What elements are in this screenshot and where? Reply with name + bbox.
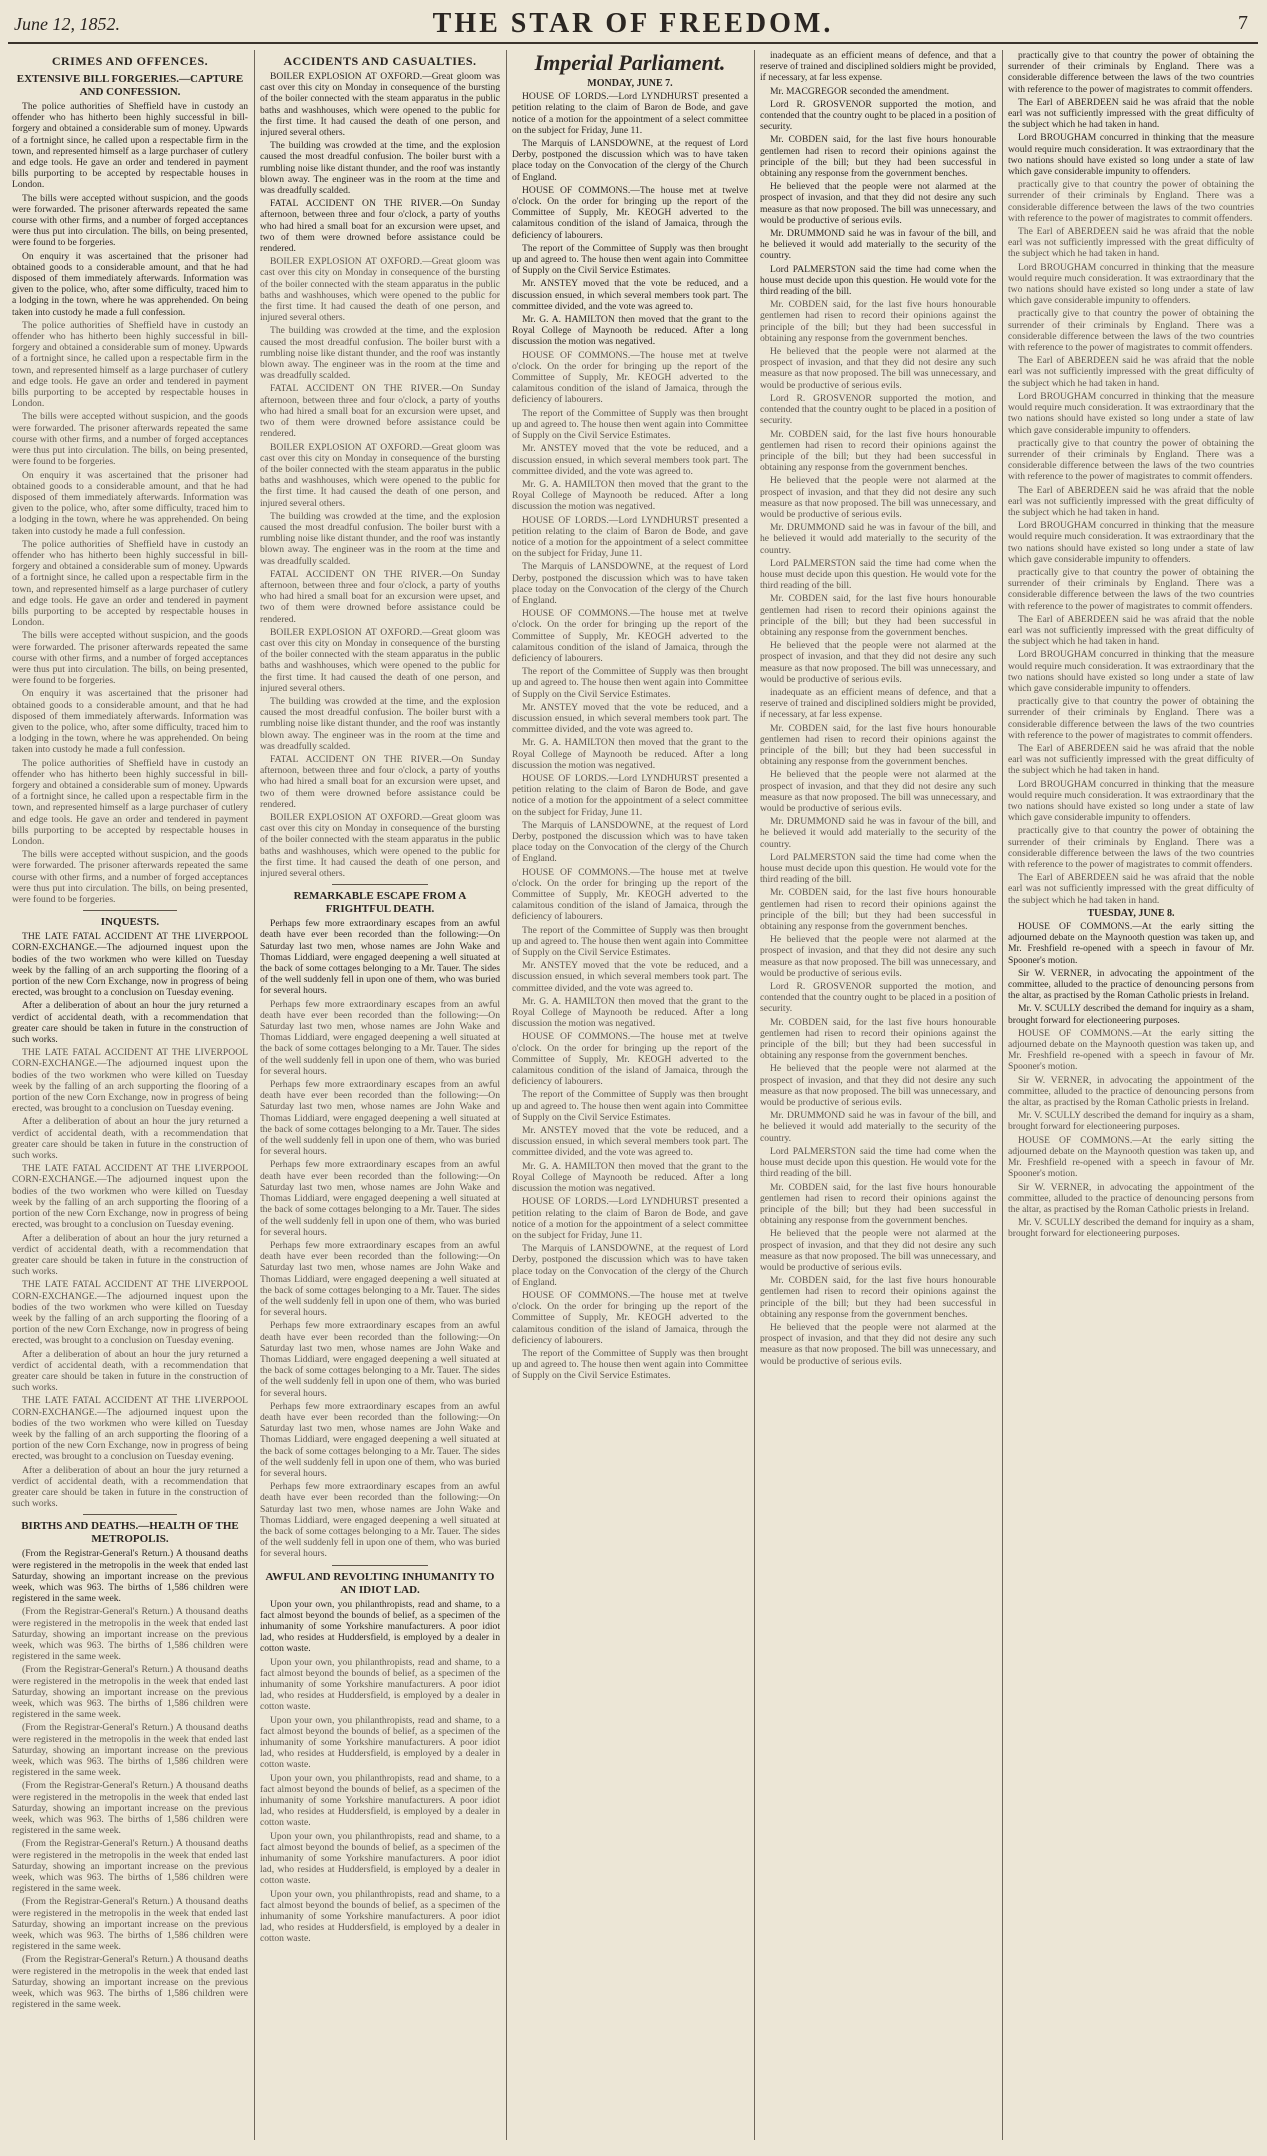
article-paragraph: Lord PALMERSTON said the time had come when the house must decide upon this question. He would vote for the third reading of the bill. (760, 557, 996, 592)
article-paragraph: Upon your own, you philanthropists, read and shame, to a fact almost beyond the bounds of belief, as a specimen of the inhumanity of some Yorkshire manufacturers. A poor idiot lad, who resides at Huddersfield, is employed by a dealer in cotton waste. (260, 1714, 500, 1771)
article-paragraph: After a deliberation of about an hour the jury returned a verdict of accidental death, with a recommendation that greater care should be taken in future in the construction of such works. (12, 1116, 248, 1162)
article-paragraph: The Earl of ABERDEEN said he was afraid that the noble earl was not sufficiently impressed with the great difficulty of the subject which he had taken in hand. (1008, 226, 1254, 260)
article-paragraph: Mr. ANSTEY moved that the vote be reduced, and a discussion ensued, in which several members took part. The committee divided, and the vote was agreed to. (512, 443, 748, 477)
article-paragraph: BOILER EXPLOSION AT OXFORD.—Great gloom was cast over this city on Monday in consequence of the bursting of the boiler connected with the steam apparatus in the public baths and washhouses, which were opened to the public for the first time. It had caused the death of one person, and injured several others. (260, 441, 500, 509)
article-paragraph: FATAL ACCIDENT ON THE RIVER.—On Sunday afternoon, between three and four o'clock, a party of youths who had hired a small boat for an excursion were upset, and two of them were drowned before assistance could be rendered. (260, 198, 500, 255)
article-paragraph: Mr. ANSTEY moved that the vote be reduced, and a discussion ensued, in which several members took part. The committee divided, and the vote was agreed to. (512, 1125, 748, 1159)
article-paragraph: Mr. G. A. HAMILTON then moved that the grant to the Royal College of Maynooth be reduced. After a long discussion the motion was negatived. (512, 314, 748, 348)
article-paragraph: Upon your own, you philanthropists, read and shame, to a fact almost beyond the bounds of belief, as a specimen of the inhumanity of some Yorkshire manufacturers. A poor idiot lad, who resides at Huddersfield, is employed by a dealer in cotton waste. (260, 1598, 500, 1655)
article-paragraph: FATAL ACCIDENT ON THE RIVER.—On Sunday afternoon, between three and four o'clock, a party of youths who had hired a small boat for an excursion were upset, and two of them were drowned before assistance could be rendered. (260, 753, 500, 810)
article-paragraph: He believed that the people were not alarmed at the prospect of invasion, and that they did not desire any such measure as that now proposed. The bill was unnecessary, and would be productive of serious evils. (760, 769, 996, 814)
article-paragraph: Sir W. VERNER, in advocating the appointment of the committee, alluded to the practice of denouncing persons from the altar, as practised by the Roman Catholic priests in Ireland. (1008, 1181, 1254, 1215)
article-paragraph: The bills were accepted without suspicion, and the goods were forwarded. The prisoner afterwards repeated the same course with other firms, and a number of forged acceptances were thus put into circulation. The bills, on being presented, were found to be forgeries. (12, 630, 248, 687)
article-paragraph: Mr. G. A. HAMILTON then moved that the grant to the Royal College of Maynooth be reduced. After a long discussion the motion was negatived. (512, 1160, 748, 1195)
article-paragraph: Lord PALMERSTON said the time had come when the house must decide upon this question. He would vote for the third reading of the bill. (760, 1145, 996, 1180)
article-paragraph: HOUSE OF LORDS.—Lord LYNDHURST presented a petition relating to the claim of Baron de Bode, and gave notice of a motion for the appointment of a select committee on the subject for Friday, June 11. (512, 772, 748, 818)
column-3 (512, 50, 748, 2140)
article-paragraph: Perhaps few more extraordinary escapes from an awful death have ever been recorded than the following:—On Saturday last two men, whose names are John Wake and Thomas Liddiard, were engaged deepening a well situated at the back of some cottages belonging to a Mr. Tauer. The sides of the well suddenly fell in upon one of them, who was buried for several hours. (260, 1239, 500, 1319)
article-paragraph: He believed that the people were not alarmed at the prospect of invasion, and that they did not desire any such measure as that now proposed. The bill was unnecessary, and would be productive of serious evils. (760, 346, 996, 391)
dateline: MONDAY, JUNE 7. (587, 78, 673, 89)
column-5 (1008, 50, 1254, 2140)
article-paragraph: He believed that the people were not alarmed at the prospect of invasion, and that they did not desire any such measure as that now proposed. The bill was unnecessary, and would be productive of serious evils. (760, 1321, 996, 1367)
article-paragraph: Mr. ANSTEY moved that the vote be reduced, and a discussion ensued, in which several members took part. The committee divided, and the vote was agreed to. (512, 960, 748, 994)
article-paragraph: practically give to that country the power of obtaining the surrender of their criminals by England. There was a considerable difference between the laws of the two countries with reference to the power of magistrates to commit offenders. (1008, 308, 1254, 354)
column-rule (254, 50, 255, 2140)
article-paragraph: After a deliberation of about an hour the jury returned a verdict of accidental death, with a recommendation that greater care should be taken in future in the construction of such works. (12, 1348, 248, 1394)
article-paragraph: BOILER EXPLOSION AT OXFORD.—Great gloom was cast over this city on Monday in consequence of the bursting of the boiler connected with the steam apparatus in the public baths and washhouses, which were opened to the public for the first time. It had caused the death of one person, and injured several others. (260, 626, 500, 694)
article-paragraph: (From the Registrar-General's Return.) A thousand deaths were registered in the metropolis in the week that ended last Saturday, showing an important increase on the previous week, which was 963. The births of 1,586 children were registered in the same week. (12, 1780, 248, 1837)
newspaper-title: THE STAR OF FREEDOM. (432, 8, 834, 39)
article-paragraph: BOILER EXPLOSION AT OXFORD.—Great gloom was cast over this city on Monday in consequence of the bursting of the boiler connected with the steam apparatus in the public baths and washhouses, which were opened to the public for the first time. It had caused the death of one person, and injured several others. (260, 256, 500, 324)
article-paragraph: Mr. DRUMMOND said he was in favour of the bill, and he believed it would add materially to the security of the country. (760, 522, 996, 556)
article-paragraph: The bills were accepted without suspicion, and the goods were forwarded. The prisoner afterwards repeated the same course with other firms, and a number of forged acceptances were thus put into circulation. The bills, on being presented, were found to be forgeries. (12, 849, 248, 906)
section-heading-crimes: CRIMES AND OFFENCES. (51, 54, 209, 68)
section-heading-parliament: Imperial Parliament. (534, 50, 726, 75)
article-paragraph: The police authorities of Sheffield have in custody an offender who has hitherto been highly successful in bill-forgery and obtained a considerable sum of money. Upwards of a fortnight since, he called upon a respectable firm in the town, and represented himself as a large purchaser of cutlery and edge tools. He gave an order and tendered in payment bills purporting to be accepted by respectable houses in London. (12, 319, 248, 410)
column-1 (12, 50, 248, 2140)
article-paragraph: The bills were accepted without suspicion, and the goods were forwarded. The prisoner afterwards repeated the same course with other firms, and a number of forged acceptances were thus put into circulation. The bills, on being presented, were found to be forgeries. (12, 411, 248, 468)
article-paragraph: The report of the Committee of Supply was then brought up and agreed to. The house then went again into Committee of Supply on the Civil Service Estimates. (512, 242, 748, 277)
article-paragraph: HOUSE OF LORDS.—Lord LYNDHURST presented a petition relating to the claim of Baron de Bode, and gave notice of a motion for the appointment of a select committee on the subject for Friday, June 11. (512, 514, 748, 560)
article-paragraph: The building was crowded at the time, and the explosion caused the most dreadful confusion. The boiler burst with a rumbling noise like distant thunder, and the roof was instantly blown away. The engineer was in the room at the time and was dreadfully scalded. (260, 325, 500, 382)
article-paragraph: The Marquis of LANSDOWNE, at the request of Lord Derby, postponed the discussion which was to have taken place today on the Convocation of the clergy of the Church of England. (512, 1243, 748, 1288)
article-paragraph: He believed that the people were not alarmed at the prospect of invasion, and that they did not desire any such measure as that now proposed. The bill was unnecessary, and would be productive of serious evils. (760, 1063, 996, 1109)
article-paragraph: Lord BROUGHAM concurred in thinking that the measure would require much consideration. It was extraordinary that the two nations should have existed so long under a state of law which gave considerable impunity to offenders. (1008, 778, 1254, 824)
article-paragraph: Mr. COBDEN said, for the last five hours honourable gentlemen had risen to record their opinions against the principle of the bill; but they had been successful in obtaining any response from the government benches. (760, 134, 996, 180)
article-paragraph: Perhaps few more extraordinary escapes from an awful death have ever been recorded than the following:—On Saturday last two men, whose names are John Wake and Thomas Liddiard, were engaged deepening a well situated at the back of some cottages belonging to a Mr. Tauer. The sides of the well suddenly fell in upon one of them, who was buried for several hours. (260, 918, 500, 997)
article-paragraph: The Marquis of LANSDOWNE, at the request of Lord Derby, postponed the discussion which was to have taken place today on the Convocation of the clergy of the Church of England. (512, 138, 748, 183)
article-paragraph: (From the Registrar-General's Return.) A thousand deaths were registered in the metropolis in the week that ended last Saturday, showing an important increase on the previous week, which was 963. The births of 1,586 children were registered in the same week. (12, 1954, 248, 2011)
article-paragraph: BOILER EXPLOSION AT OXFORD.—Great gloom was cast over this city on Monday in consequence of the bursting of the boiler connected with the steam apparatus in the public baths and washhouses, which were opened to the public for the first time. It had caused the death of one person, and injured several others. (260, 812, 500, 880)
article-paragraph: He believed that the people were not alarmed at the prospect of invasion, and that they did not desire any such measure as that now proposed. The bill was unnecessary, and would be productive of serious evils. (760, 475, 996, 520)
article-paragraph: Perhaps few more extraordinary escapes from an awful death have ever been recorded than the following:—On Saturday last two men, whose names are John Wake and Thomas Liddiard, were engaged deepening a well situated at the back of some cottages belonging to a Mr. Tauer. The sides of the well suddenly fell in upon one of them, who was buried for several hours. (260, 1320, 500, 1399)
article-heading-inhumanity: AWFUL AND REVOLTING INHUMANITY TO AN IDIOT LAD. (265, 1570, 495, 1596)
article-paragraph: Upon your own, you philanthropists, read and shame, to a fact almost beyond the bounds of belief, as a specimen of the inhumanity of some Yorkshire manufacturers. A poor idiot lad, who resides at Huddersfield, is employed by a dealer in cotton waste. (260, 1656, 500, 1713)
section-heading-accidents: ACCIDENTS AND CASUALTIES. (283, 54, 477, 68)
article-paragraph: Perhaps few more extraordinary escapes from an awful death have ever been recorded than the following:—On Saturday last two men, whose names are John Wake and Thomas Liddiard, were engaged deepening a well situated at the back of some cottages belonging to a Mr. Tauer. The sides of the well suddenly fell in upon one of them, who was buried for several hours. (260, 1481, 500, 1560)
article-paragraph: Lord BROUGHAM concurred in thinking that the measure would require much consideration. It was extraordinary that the two nations should have existed so long under a state of law which gave considerable impunity to offenders. (1008, 390, 1254, 436)
article-paragraph: THE LATE FATAL ACCIDENT AT THE LIVERPOOL CORN-EXCHANGE.—The adjourned inquest upon the bodies of the two workmen who were killed on Tuesday week by the falling of an arch supporting the flooring of a portion of the new Corn Exchange, now in progress of being erected, was brought to a conclusion on Tuesday evening. (12, 1047, 248, 1115)
article-paragraph: He believed that the people were not alarmed at the prospect of invasion, and that they did not desire any such measure as that now proposed. The bill was unnecessary, and would be productive of serious evils. (760, 640, 996, 685)
article-paragraph: Mr. COBDEN said, for the last five hours honourable gentlemen had risen to record their opinions against the principle of the bill; but they had been successful in obtaining any response from the government benches. (760, 887, 996, 933)
article-paragraph: Lord R. GROSVENOR supported the motion, and contended that the country ought to be placed in a position of security. (760, 981, 996, 1015)
article-paragraph: Lord R. GROSVENOR supported the motion, and contended that the country ought to be placed in a position of security. (760, 392, 996, 427)
article-paragraph: Mr. DRUMMOND said he was in favour of the bill, and he believed it would add materially to the security of the country. (760, 228, 996, 262)
article-paragraph: THE LATE FATAL ACCIDENT AT THE LIVERPOOL CORN-EXCHANGE.—The adjourned inquest upon the bodies of the two workmen who were killed on Tuesday week by the falling of an arch supporting the flooring of a portion of the new Corn Exchange, now in progress of being erected, was brought to a conclusion on Tuesday evening. (12, 931, 248, 999)
article-paragraph: On enquiry it was ascertained that the prisoner had obtained goods to a considerable amount, and that he had disposed of them immediately afterwards. Information was given to the police, who, after some difficulty, traced him to a lodging in the town, where he was apprehended. On being taken into custody he made a full confession. (12, 250, 248, 318)
article-paragraph: (From the Registrar-General's Return.) A thousand deaths were registered in the metropolis in the week that ended last Saturday, showing an important increase on the previous week, which was 963. The births of 1,586 children were registered in the same week. (12, 1606, 248, 1663)
article-paragraph: Lord BROUGHAM concurred in thinking that the measure would require much consideration. It was extraordinary that the two nations should have existed so long under a state of law which gave considerable impunity to offenders. (1008, 132, 1254, 178)
article-paragraph: The report of the Committee of Supply was then brought up and agreed to. The house then went again into Committee of Supply on the Civil Service Estimates. (512, 666, 748, 700)
article-paragraph: He believed that the people were not alarmed at the prospect of invasion, and that they did not desire any such measure as that now proposed. The bill was unnecessary, and would be productive of serious evils. (760, 181, 996, 226)
article-paragraph: Sir W. VERNER, in advocating the appointment of the committee, alluded to the practice of denouncing persons from the altar, as practised by the Roman Catholic priests in Ireland. (1008, 1074, 1254, 1109)
article-paragraph: The Marquis of LANSDOWNE, at the request of Lord Derby, postponed the discussion which was to have taken place today on the Convocation of the clergy of the Church of England. (512, 561, 748, 606)
article-paragraph: Upon your own, you philanthropists, read and shame, to a fact almost beyond the bounds of belief, as a specimen of the inhumanity of some Yorkshire manufacturers. A poor idiot lad, who resides at Huddersfield, is employed by a dealer in cotton waste. (260, 1830, 500, 1887)
article-paragraph: The report of the Committee of Supply was then brought up and agreed to. The house then went again into Committee of Supply on the Civil Service Estimates. (512, 924, 748, 959)
article-paragraph: BOILER EXPLOSION AT OXFORD.—Great gloom was cast over this city on Monday in consequence of the bursting of the boiler connected with the steam apparatus in the public baths and washhouses, which were opened to the public for the first time. It had caused the death of one person, and injured several others. (260, 71, 500, 139)
article-paragraph: practically give to that country the power of obtaining the surrender of their criminals by England. There was a considerable difference between the laws of the two countries with reference to the power of magistrates to commit offenders. (1008, 50, 1254, 95)
article-paragraph: Mr. G. A. HAMILTON then moved that the grant to the Royal College of Maynooth be reduced. After a long discussion the motion was negatived. (512, 737, 748, 771)
article-paragraph: Mr. COBDEN said, for the last five hours honourable gentlemen had risen to record their opinions against the principle of the bill; but they had been successful in obtaining any response from the government benches. (760, 1275, 996, 1320)
article-paragraph: Perhaps few more extraordinary escapes from an awful death have ever been recorded than the following:—On Saturday last two men, whose names are John Wake and Thomas Liddiard, were engaged deepening a well situated at the back of some cottages belonging to a Mr. Tauer. The sides of the well suddenly fell in upon one of them, who was buried for several hours. (260, 1400, 500, 1479)
article-paragraph: Mr. MACGREGOR seconded the amendment. (770, 85, 950, 97)
issue-date: June 12, 1852. (14, 14, 120, 34)
article-heading-births-deaths: BIRTHS AND DEATHS.—HEALTH OF THE METROPOLIS. (21, 1520, 239, 1546)
article-paragraph: Mr. DRUMMOND said he was in favour of the bill, and he believed it would add materially to the security of the country. (760, 816, 996, 850)
article-paragraph: inadequate as an efficient means of defence, and that a reserve of trained and disciplined soldiers might be provided, if necessary, at far less expense. (760, 686, 996, 721)
article-paragraph: The Marquis of LANSDOWNE, at the request of Lord Derby, postponed the discussion which was to have taken place today on the Convocation of the clergy of the Church of England. (512, 819, 748, 865)
column-rule (1002, 50, 1003, 2140)
article-paragraph: Mr. COBDEN said, for the last five hours honourable gentlemen had risen to record their opinions against the principle of the bill; but they had been successful in obtaining any response from the government benches. (760, 1181, 996, 1227)
article-paragraph: FATAL ACCIDENT ON THE RIVER.—On Sunday afternoon, between three and four o'clock, a party of youths who had hired a small boat for an excursion were upset, and two of them were drowned before assistance could be rendered. (260, 383, 500, 440)
article-paragraph: Mr. COBDEN said, for the last five hours honourable gentlemen had risen to record their opinions against the principle of the bill; but they had been successful in obtaining any response from the government benches. (760, 428, 996, 474)
article-paragraph: Mr. V. SCULLY described the demand for inquiry as a sham, brought forward for electioneering purposes. (1008, 1003, 1254, 1026)
article-paragraph: The building was crowded at the time, and the explosion caused the most dreadful confusion. The boiler burst with a rumbling noise like distant thunder, and the roof was instantly blown away. The engineer was in the room at the time and was dreadfully scalded. (260, 140, 500, 197)
article-paragraph: Perhaps few more extraordinary escapes from an awful death have ever been recorded than the following:—On Saturday last two men, whose names are John Wake and Thomas Liddiard, were engaged deepening a well situated at the back of some cottages belonging to a Mr. Tauer. The sides of the well suddenly fell in upon one of them, who was buried for several hours. (260, 1079, 500, 1158)
column-rule (506, 50, 507, 2140)
article-paragraph: The police authorities of Sheffield have in custody an offender who has hitherto been highly successful in bill-forgery and obtained a considerable sum of money. Upwards of a fortnight since, he called upon a respectable firm in the town, and represented himself as a large purchaser of cutlery and edge tools. He gave an order and tendered in payment bills purporting to be accepted by respectable houses in London. (12, 538, 248, 629)
article-paragraph: Mr. COBDEN said, for the last five hours honourable gentlemen had risen to record their opinions against the principle of the bill; but they had been successful in obtaining any response from the government benches. (760, 593, 996, 638)
article-paragraph: THE LATE FATAL ACCIDENT AT THE LIVERPOOL CORN-EXCHANGE.—The adjourned inquest upon the bodies of the two workmen who were killed on Tuesday week by the falling of an arch supporting the flooring of a portion of the new Corn Exchange, now in progress of being erected, was brought to a conclusion on Tuesday evening. (12, 1163, 248, 1231)
article-paragraph: Mr. V. SCULLY described the demand for inquiry as a sham, brought forward for electioneering purposes. (1008, 1217, 1254, 1240)
article-paragraph: (From the Registrar-General's Return.) A thousand deaths were registered in the metropolis in the week that ended last Saturday, showing an important increase on the previous week, which was 963. The births of 1,586 children were registered in the same week. (12, 1722, 248, 1779)
article-paragraph: Perhaps few more extraordinary escapes from an awful death have ever been recorded than the following:—On Saturday last two men, whose names are John Wake and Thomas Liddiard, were engaged deepening a well situated at the back of some cottages belonging to a Mr. Tauer. The sides of the well suddenly fell in upon one of them, who was buried for several hours. (260, 1159, 500, 1238)
article-paragraph: Mr. DRUMMOND said he was in favour of the bill, and he believed it would add materially to the security of the country. (760, 1110, 996, 1144)
article-paragraph: After a deliberation of about an hour the jury returned a verdict of accidental death, with a recommendation that greater care should be taken in future in the construction of such works. (12, 1464, 248, 1510)
page-number: 7 (1238, 12, 1248, 34)
divider (332, 884, 428, 885)
article-paragraph: HOUSE OF LORDS.—Lord LYNDHURST presented a petition relating to the claim of Baron de Bode, and gave notice of a motion for the appointment of a select committee on the subject for Friday, June 11. (512, 1196, 748, 1241)
article-paragraph: Lord BROUGHAM concurred in thinking that the measure would require much consideration. It was extraordinary that the two nations should have existed so long under a state of law which gave considerable impunity to offenders. (1008, 261, 1254, 307)
divider (83, 910, 177, 911)
article-paragraph: HOUSE OF COMMONS.—The house met at twelve o'clock. On the order for bringing up the report of the Committee of Supply, Mr. KEOGH adverted to the calamitous condition of the island of Jamaica, through the deficiency of labourers. (512, 866, 748, 923)
article-paragraph: The building was crowded at the time, and the explosion caused the most dreadful confusion. The boiler burst with a rumbling noise like distant thunder, and the roof was instantly blown away. The engineer was in the room at the time and was dreadfully scalded. (260, 510, 500, 567)
article-paragraph: practically give to that country the power of obtaining the surrender of their criminals by England. There was a considerable difference between the laws of the two countries with reference to the power of magistrates to commit offenders. (1008, 696, 1254, 741)
article-paragraph: Perhaps few more extraordinary escapes from an awful death have ever been recorded than the following:—On Saturday last two men, whose names are John Wake and Thomas Liddiard, were engaged deepening a well situated at the back of some cottages belonging to a Mr. Tauer. The sides of the well suddenly fell in upon one of them, who was buried for several hours. (260, 998, 500, 1077)
article-paragraph: HOUSE OF COMMONS.—At the early sitting the adjourned debate on the Maynooth question was taken up, and Mr. Freshfield re-opened with a speech in favour of Mr. Spooner's motion. (1008, 1134, 1254, 1180)
article-paragraph: Mr. COBDEN said, for the last five hours honourable gentlemen had risen to record their opinions against the principle of the bill; but they had been successful in obtaining any response from the government benches. (760, 299, 996, 344)
article-paragraph: practically give to that country the power of obtaining the surrender of their criminals by England. There was a considerable difference between the laws of the two countries with reference to the power of magistrates to commit offenders. (1008, 566, 1254, 612)
article-paragraph: FATAL ACCIDENT ON THE RIVER.—On Sunday afternoon, between three and four o'clock, a party of youths who had hired a small boat for an excursion were upset, and two of them were drowned before assistance could be rendered. (260, 568, 500, 625)
article-paragraph: practically give to that country the power of obtaining the surrender of their criminals by England. There was a considerable difference between the laws of the two countries with reference to the power of magistrates to commit offenders. (1008, 437, 1254, 483)
article-paragraph: Mr. G. A. HAMILTON then moved that the grant to the Royal College of Maynooth be reduced. After a long discussion the motion was negatived. (512, 995, 748, 1030)
article-paragraph: Lord R. GROSVENOR supported the motion, and contended that the country ought to be placed in a position of security. (760, 98, 996, 133)
article-paragraph: The report of the Committee of Supply was then brought up and agreed to. The house then went again into Committee of Supply on the Civil Service Estimates. (512, 1089, 748, 1123)
article-paragraph: The police authorities of Sheffield have in custody an offender who has hitherto been highly successful in bill-forgery and obtained a considerable sum of money. Upwards of a fortnight since, he called upon a respectable firm in the town, and represented himself as a large purchaser of cutlery and edge tools. He gave an order and tendered in payment bills purporting to be accepted by respectable houses in London. (12, 101, 248, 191)
article-paragraph: (From the Registrar-General's Return.) A thousand deaths were registered in the metropolis in the week that ended last Saturday, showing an important increase on the previous week, which was 963. The births of 1,586 children were registered in the same week. (12, 1548, 248, 1605)
article-paragraph: He believed that the people were not alarmed at the prospect of invasion, and that they did not desire any such measure as that now proposed. The bill was unnecessary, and would be productive of serious evils. (760, 934, 996, 979)
article-paragraph: HOUSE OF COMMONS.—At the early sitting the adjourned debate on the Maynooth question was taken up, and Mr. Freshfield re-opened with a speech in favour of Mr. Spooner's motion. (1008, 921, 1254, 966)
article-paragraph: practically give to that country the power of obtaining the surrender of their criminals by England. There was a considerable difference between the laws of the two countries with reference to the power of magistrates to commit offenders. (1008, 825, 1254, 871)
article-paragraph: Lord BROUGHAM concurred in thinking that the measure would require much consideration. It was extraordinary that the two nations should have existed so long under a state of law which gave considerable impunity to offenders. (1008, 520, 1254, 565)
article-paragraph: The Earl of ABERDEEN said he was afraid that the noble earl was not sufficiently impressed with the great difficulty of the subject which he had taken in hand. (1008, 613, 1254, 648)
article-paragraph: The Earl of ABERDEEN said he was afraid that the noble earl was not sufficiently impressed with the great difficulty of the subject which he had taken in hand. (1008, 355, 1254, 389)
divider (83, 1514, 177, 1515)
article-heading-bill-forgeries: EXTENSIVE BILL FORGERIES.—CAPTURE AND CONFESSION. (16, 73, 244, 98)
article-paragraph: THE LATE FATAL ACCIDENT AT THE LIVERPOOL CORN-EXCHANGE.—The adjourned inquest upon the bodies of the two workmen who were killed on Tuesday week by the falling of an arch supporting the flooring of a portion of the new Corn Exchange, now in progress of being erected, was brought to a conclusion on Tuesday evening. (12, 1395, 248, 1463)
article-paragraph: HOUSE OF COMMONS.—The house met at twelve o'clock. On the order for bringing up the report of the Committee of Supply, Mr. KEOGH adverted to the calamitous condition of the island of Jamaica, through the deficiency of labourers. (512, 349, 748, 406)
article-paragraph: He believed that the people were not alarmed at the prospect of invasion, and that they did not desire any such measure as that now proposed. The bill was unnecessary, and would be productive of serious evils. (760, 1228, 996, 1273)
article-paragraph: (From the Registrar-General's Return.) A thousand deaths were registered in the metropolis in the week that ended last Saturday, showing an important increase on the previous week, which was 963. The births of 1,586 children were registered in the same week. (12, 1896, 248, 1953)
article-paragraph: The building was crowded at the time, and the explosion caused the most dreadful confusion. The boiler burst with a rumbling noise like distant thunder, and the roof was instantly blown away. The engineer was in the room at the time and was dreadfully scalded. (260, 695, 500, 752)
newspaper-page (8, 6, 1258, 2150)
article-paragraph: (From the Registrar-General's Return.) A thousand deaths were registered in the metropolis in the week that ended last Saturday, showing an important increase on the previous week, which was 963. The births of 1,586 children were registered in the same week. (12, 1838, 248, 1895)
article-paragraph: The Earl of ABERDEEN said he was afraid that the noble earl was not sufficiently impressed with the great difficulty of the subject which he had taken in hand. (1008, 484, 1254, 518)
article-paragraph: Sir W. VERNER, in advocating the appointment of the committee, alluded to the practice of denouncing persons from the altar, as practised by the Roman Catholic priests in Ireland. (1008, 967, 1254, 1002)
article-paragraph: HOUSE OF COMMONS.—The house met at twelve o'clock. On the order for bringing up the report of the Committee of Supply, Mr. KEOGH adverted to the calamitous condition of the island of Jamaica, through the deficiency of labourers. (512, 184, 748, 241)
article-paragraph: HOUSE OF LORDS.—Lord LYNDHURST presented a petition relating to the claim of Baron de Bode, and gave notice of a motion for the appointment of a select committee on the subject for Friday, June 11. (512, 91, 748, 136)
article-paragraph: After a deliberation of about an hour the jury returned a verdict of accidental death, with a recommendation that greater care should be taken in future in the construction of such works. (12, 1000, 248, 1046)
article-paragraph: The report of the Committee of Supply was then brought up and agreed to. The house then went again into Committee of Supply on the Civil Service Estimates. (512, 1347, 748, 1382)
column-rule (754, 50, 755, 2140)
article-paragraph: (From the Registrar-General's Return.) A thousand deaths were registered in the metropolis in the week that ended last Saturday, showing an important increase on the previous week, which was 963. The births of 1,586 children were registered in the same week. (12, 1664, 248, 1721)
article-paragraph: inadequate as an efficient means of defence, and that a reserve of trained and disciplined soldiers might be provided, if necessary, at far less expense. (760, 50, 996, 84)
column-4 (760, 50, 996, 2140)
article-paragraph: Lord BROUGHAM concurred in thinking that the measure would require much consideration. It was extraordinary that the two nations should have existed so long under a state of law which gave considerable impunity to offenders. (1008, 649, 1254, 694)
article-paragraph: Mr. V. SCULLY described the demand for inquiry as a sham, brought forward for electioneering purposes. (1008, 1110, 1254, 1133)
article-paragraph: Lord PALMERSTON said the time had come when the house must decide upon this question. He would vote for the third reading of the bill. (760, 851, 996, 886)
article-paragraph: The Earl of ABERDEEN said he was afraid that the noble earl was not sufficiently impressed with the great difficulty of the subject which he had taken in hand. (1008, 872, 1254, 906)
article-paragraph: practically give to that country the power of obtaining the surrender of their criminals by England. There was a considerable difference between the laws of the two countries with reference to the power of magistrates to commit offenders. (1008, 179, 1254, 224)
article-paragraph: THE LATE FATAL ACCIDENT AT THE LIVERPOOL CORN-EXCHANGE.—The adjourned inquest upon the bodies of the two workmen who were killed on Tuesday week by the falling of an arch supporting the flooring of a portion of the new Corn Exchange, now in progress of being erected, was brought to a conclusion on Tuesday evening. (12, 1279, 248, 1347)
article-paragraph: Mr. G. A. HAMILTON then moved that the grant to the Royal College of Maynooth be reduced. After a long discussion the motion was negatived. (512, 478, 748, 513)
article-paragraph: Mr. ANSTEY moved that the vote be reduced, and a discussion ensued, in which several members took part. The committee divided, and the vote was agreed to. (512, 701, 748, 736)
article-paragraph: The police authorities of Sheffield have in custody an offender who has hitherto been highly successful in bill-forgery and obtained a considerable sum of money. Upwards of a fortnight since, he called upon a respectable firm in the town, and represented himself as a large purchaser of cutlery and edge tools. He gave an order and tendered in payment bills purporting to be accepted by respectable houses in London. (12, 757, 248, 847)
divider (332, 1565, 428, 1566)
article-paragraph: After a deliberation of about an hour the jury returned a verdict of accidental death, with a recommendation that greater care should be taken in future in the construction of such works. (12, 1232, 248, 1278)
article-paragraph: HOUSE OF COMMONS.—At the early sitting the adjourned debate on the Maynooth question was taken up, and Mr. Freshfield re-opened with a speech in favour of Mr. Spooner's motion. (1008, 1027, 1254, 1073)
article-paragraph: On enquiry it was ascertained that the prisoner had obtained goods to a considerable amount, and that he had disposed of them immediately afterwards. Information was given to the police, who, after some difficulty, traced him to a lodging in the town, where he was apprehended. On being taken into custody he made a full confession. (12, 688, 248, 756)
article-paragraph: On enquiry it was ascertained that the prisoner had obtained goods to a considerable amount, and that he had disposed of them immediately afterwards. Information was given to the police, who, after some difficulty, traced him to a lodging in the town, where he was apprehended. On being taken into custody he made a full confession. (12, 469, 248, 537)
article-paragraph: The bills were accepted without suspicion, and the goods were forwarded. The prisoner afterwards repeated the same course with other firms, and a number of forged acceptances were thus put into circulation. The bills, on being presented, were found to be forgeries. (12, 192, 248, 249)
article-paragraph: Lord PALMERSTON said the time had come when the house must decide upon this question. He would vote for the third reading of the bill. (760, 263, 996, 298)
article-heading-inquests: INQUESTS. (100, 916, 160, 929)
column-2 (260, 50, 500, 2140)
article-paragraph: Upon your own, you philanthropists, read and shame, to a fact almost beyond the bounds of belief, as a specimen of the inhumanity of some Yorkshire manufacturers. A poor idiot lad, who resides at Huddersfield, is employed by a dealer in cotton waste. (260, 1888, 500, 1945)
article-paragraph: The Earl of ABERDEEN said he was afraid that the noble earl was not sufficiently impressed with the great difficulty of the subject which he had taken in hand. (1008, 96, 1254, 131)
article-paragraph: Upon your own, you philanthropists, read and shame, to a fact almost beyond the bounds of belief, as a specimen of the inhumanity of some Yorkshire manufacturers. A poor idiot lad, who resides at Huddersfield, is employed by a dealer in cotton waste. (260, 1772, 500, 1829)
article-paragraph: HOUSE OF COMMONS.—The house met at twelve o'clock. On the order for bringing up the report of the Committee of Supply, Mr. KEOGH adverted to the calamitous condition of the island of Jamaica, through the deficiency of labourers. (512, 1031, 748, 1088)
article-paragraph: HOUSE OF COMMONS.—The house met at twelve o'clock. On the order for bringing up the report of the Committee of Supply, Mr. KEOGH adverted to the calamitous condition of the island of Jamaica, through the deficiency of labourers. (512, 1289, 748, 1346)
masthead (8, 6, 1258, 44)
article-paragraph: Mr. COBDEN said, for the last five hours honourable gentlemen had risen to record their opinions against the principle of the bill; but they had been successful in obtaining any response from the government benches. (760, 1016, 996, 1062)
dateline: TUESDAY, JUNE 8. (1087, 907, 1175, 919)
article-paragraph: HOUSE OF COMMONS.—The house met at twelve o'clock. On the order for bringing up the report of the Committee of Supply, Mr. KEOGH adverted to the calamitous condition of the island of Jamaica, through the deficiency of labourers. (512, 608, 748, 664)
article-paragraph: Mr. COBDEN said, for the last five hours honourable gentlemen had risen to record their opinions against the principle of the bill; but they had been successful in obtaining any response from the government benches. (760, 722, 996, 768)
article-paragraph: The report of the Committee of Supply was then brought up and agreed to. The house then went again into Committee of Supply on the Civil Service Estimates. (512, 407, 748, 442)
article-paragraph: Mr. ANSTEY moved that the vote be reduced, and a discussion ensued, in which several members took part. The committee divided, and the vote was agreed to. (512, 278, 748, 312)
article-paragraph: The Earl of ABERDEEN said he was afraid that the noble earl was not sufficiently impressed with the great difficulty of the subject which he had taken in hand. (1008, 742, 1254, 777)
article-heading-remarkable-escape: REMARKABLE ESCAPE FROM A FRIGHTFUL DEATH. (293, 890, 467, 916)
